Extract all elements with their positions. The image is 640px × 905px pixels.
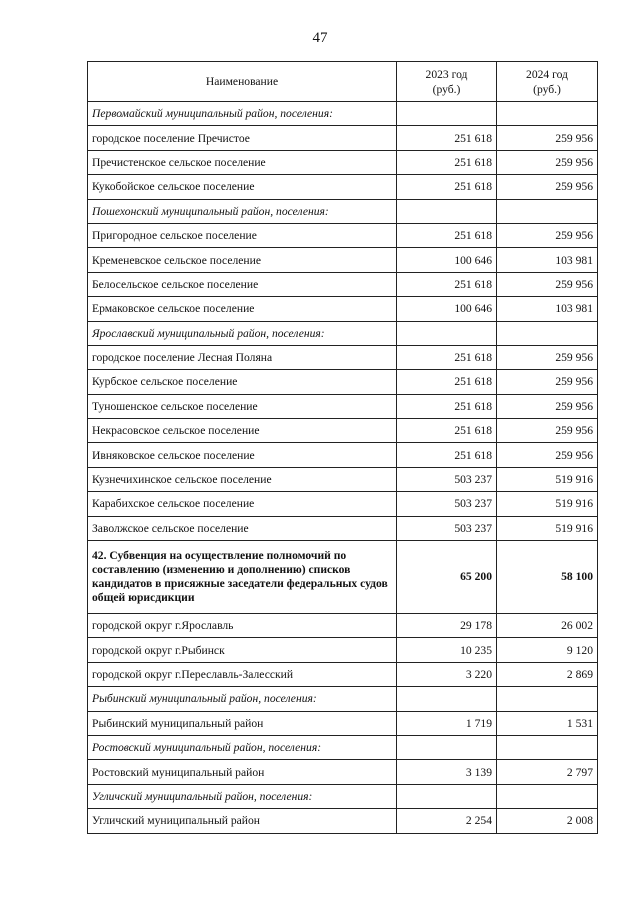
row-value-2023: 100 646 bbox=[397, 248, 497, 272]
header-name: Наименование bbox=[88, 62, 397, 102]
row-value-2024 bbox=[497, 199, 598, 223]
row-name-cell: городской округ г.Переславль-Залесский bbox=[88, 662, 397, 686]
row-name-cell: Ростовский муниципальный район, поселения: bbox=[88, 735, 397, 759]
row-name-cell: Карабихское сельское поселение bbox=[88, 492, 397, 516]
row-value-2024 bbox=[497, 735, 598, 759]
section-row bbox=[88, 784, 598, 808]
row-value-2024 bbox=[497, 321, 598, 345]
header-year-2023: 2023 год (руб.) bbox=[397, 62, 497, 102]
row-value-2023: 10 235 bbox=[397, 638, 497, 662]
row-value-2023: 251 618 bbox=[397, 175, 497, 199]
row-value-2023: 503 237 bbox=[397, 516, 497, 540]
row-value-2023: 251 618 bbox=[397, 370, 497, 394]
table-row bbox=[88, 467, 598, 491]
row-value-2024 bbox=[497, 102, 598, 126]
row-name-cell: Кукобойское сельское поселение bbox=[88, 175, 397, 199]
table-row bbox=[88, 345, 598, 369]
row-name-cell: Пречистенское сельское поселение bbox=[88, 150, 397, 174]
row-value-2024: 2 797 bbox=[497, 760, 598, 784]
row-value-2024 bbox=[497, 687, 598, 711]
row-name-cell: Рыбинский муниципальный район, поселения: bbox=[88, 687, 397, 711]
row-value-2023: 65 200 bbox=[397, 541, 497, 614]
table-row bbox=[88, 711, 598, 735]
row-value-2023: 251 618 bbox=[397, 272, 497, 296]
row-value-2023 bbox=[397, 735, 497, 759]
table-row bbox=[88, 516, 598, 540]
section-row bbox=[88, 735, 598, 759]
row-name-cell: городской округ г.Ярославль bbox=[88, 614, 397, 638]
row-value-2023: 251 618 bbox=[397, 150, 497, 174]
row-value-2024: 519 916 bbox=[497, 492, 598, 516]
row-value-2023: 251 618 bbox=[397, 419, 497, 443]
page-number: 47 bbox=[312, 30, 328, 46]
table-row bbox=[88, 223, 598, 247]
section-row bbox=[88, 199, 598, 223]
row-name-cell: Некрасовское сельское поселение bbox=[88, 419, 397, 443]
row-name-cell: Курбское сельское поселение bbox=[88, 370, 397, 394]
row-value-2023 bbox=[397, 687, 497, 711]
row-name-cell: Ростовский муниципальный район bbox=[88, 760, 397, 784]
row-value-2023: 2 254 bbox=[397, 809, 497, 833]
row-value-2024: 26 002 bbox=[497, 614, 598, 638]
row-value-2024: 259 956 bbox=[497, 443, 598, 467]
table-row bbox=[88, 760, 598, 784]
subvention-row bbox=[88, 541, 598, 614]
row-name-cell: Угличский муниципальный район bbox=[88, 809, 397, 833]
table-row bbox=[88, 638, 598, 662]
row-value-2024: 259 956 bbox=[497, 345, 598, 369]
row-name-cell: Пригородное сельское поселение bbox=[88, 223, 397, 247]
row-value-2023: 503 237 bbox=[397, 492, 497, 516]
section-row bbox=[88, 687, 598, 711]
row-name-cell: Кузнечихинское сельское поселение bbox=[88, 467, 397, 491]
table-row bbox=[88, 662, 598, 686]
row-value-2023: 251 618 bbox=[397, 223, 497, 247]
row-value-2024 bbox=[497, 784, 598, 808]
row-value-2023: 29 178 bbox=[397, 614, 497, 638]
row-value-2024: 259 956 bbox=[497, 272, 598, 296]
table-row bbox=[88, 492, 598, 516]
table-row bbox=[88, 297, 598, 321]
row-name-cell: городской округ г.Рыбинск bbox=[88, 638, 397, 662]
table-row bbox=[88, 272, 598, 296]
table-row bbox=[88, 419, 598, 443]
row-name-cell: 42. Субвенция на осуществление полномочий по составлению (изменению и дополнению) списков кандидатов в присяжные заседатели федеральных судов общей юрисдикции bbox=[88, 541, 397, 614]
table-body bbox=[88, 102, 598, 834]
row-value-2024: 103 981 bbox=[497, 248, 598, 272]
row-value-2024: 2 008 bbox=[497, 809, 598, 833]
row-value-2023 bbox=[397, 199, 497, 223]
row-name-cell: Туношенское сельское поселение bbox=[88, 394, 397, 418]
row-name-cell: Рыбинский муниципальный район bbox=[88, 711, 397, 735]
row-value-2023: 100 646 bbox=[397, 297, 497, 321]
table-row bbox=[88, 370, 598, 394]
row-value-2024: 259 956 bbox=[497, 150, 598, 174]
table-row bbox=[88, 614, 598, 638]
row-value-2024: 103 981 bbox=[497, 297, 598, 321]
budget-table bbox=[87, 61, 598, 834]
row-value-2023 bbox=[397, 102, 497, 126]
row-value-2023: 251 618 bbox=[397, 394, 497, 418]
table-row bbox=[88, 394, 598, 418]
row-value-2023: 251 618 bbox=[397, 443, 497, 467]
row-value-2023: 1 719 bbox=[397, 711, 497, 735]
row-name-cell: Заволжское сельское поселение bbox=[88, 516, 397, 540]
row-name-cell: Ивняковское сельское поселение bbox=[88, 443, 397, 467]
row-value-2024: 58 100 bbox=[497, 541, 598, 614]
row-value-2024: 259 956 bbox=[497, 126, 598, 150]
row-value-2023: 3 220 bbox=[397, 662, 497, 686]
row-name-cell: Угличский муниципальный район, поселения: bbox=[88, 784, 397, 808]
row-name-cell: Первомайский муниципальный район, поселения: bbox=[88, 102, 397, 126]
row-value-2024: 519 916 bbox=[497, 467, 598, 491]
section-row bbox=[88, 321, 598, 345]
table-row bbox=[88, 809, 598, 833]
table-row bbox=[88, 248, 598, 272]
row-value-2023 bbox=[397, 321, 497, 345]
row-value-2023 bbox=[397, 784, 497, 808]
row-name-cell: городское поселение Пречистое bbox=[88, 126, 397, 150]
header-year-2024: 2024 год (руб.) bbox=[497, 62, 598, 102]
table-row bbox=[88, 150, 598, 174]
row-value-2023: 3 139 bbox=[397, 760, 497, 784]
table-row bbox=[88, 175, 598, 199]
row-value-2023: 251 618 bbox=[397, 126, 497, 150]
table-row bbox=[88, 443, 598, 467]
row-value-2024: 259 956 bbox=[497, 175, 598, 199]
row-value-2024: 259 956 bbox=[497, 370, 598, 394]
row-name-cell: Ярославский муниципальный район, поселения: bbox=[88, 321, 397, 345]
row-name-cell: Пошехонский муниципальный район, поселения: bbox=[88, 199, 397, 223]
table-header-row bbox=[88, 62, 598, 102]
table-row bbox=[88, 126, 598, 150]
row-value-2023: 503 237 bbox=[397, 467, 497, 491]
section-row bbox=[88, 102, 598, 126]
row-value-2023: 251 618 bbox=[397, 345, 497, 369]
row-value-2024: 1 531 bbox=[497, 711, 598, 735]
row-value-2024: 259 956 bbox=[497, 419, 598, 443]
row-name-cell: Кременевское сельское поселение bbox=[88, 248, 397, 272]
row-name-cell: городское поселение Лесная Поляна bbox=[88, 345, 397, 369]
row-value-2024: 2 869 bbox=[497, 662, 598, 686]
row-name-cell: Белосельское сельское поселение bbox=[88, 272, 397, 296]
row-value-2024: 9 120 bbox=[497, 638, 598, 662]
row-value-2024: 259 956 bbox=[497, 394, 598, 418]
row-name-cell: Ермаковское сельское поселение bbox=[88, 297, 397, 321]
row-value-2024: 259 956 bbox=[497, 223, 598, 247]
row-value-2024: 519 916 bbox=[497, 516, 598, 540]
